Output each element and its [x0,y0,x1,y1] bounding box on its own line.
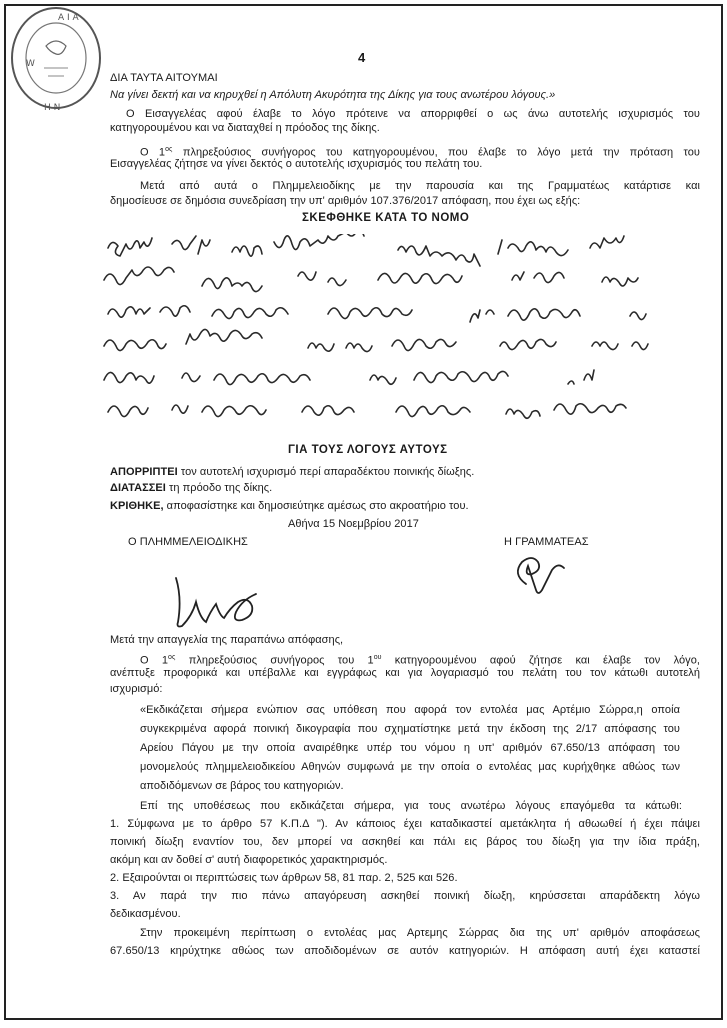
request-text: Να γίνει δεκτή και να κηρυχθεί η Απόλυτη Ακυρότητα της Δίκης για τους ανωτέρου λόγους.» [110,89,556,101]
lawyer-request-line-1: Ο $1^{o\varsigma}$ πληρεξούσιος συνήγορος του $1^{o\upsilon}$ κατηγορουμένου αφού ζήτησε και έλαβε τον λόγο, [140,654,700,667]
prosecutor-line-1: Ο Εισαγγελέας αφού έλαβε το λόγο πρότεινε να απορριφθεί ο ως άνω αυτοτελής ισχυρισμός του [126,108,700,120]
lawyer-request-line-3: ισχυρισμό: [110,683,163,695]
judge-line-2: δημοσίευσε σε δημόσια συνεδρίαση την υπ' αριθμόν 107.376/2017 απόφαση, που έχει ως εξής: [110,195,581,207]
judge-signature-label: Ο ΠΛΗΜΜΕΛΕΙΟΔΙΚΗΣ [128,536,248,548]
article-point-1c: ακόμη και αν δοθεί σ' αυτή διαφορετικός χαρακτηρισμός. [110,854,388,866]
article-point-3b: δεδικασμένου. [110,908,181,920]
reasons-heading: ΓΙΑ ΤΟΥΣ ΛΟΓΟΥΣ ΑΥΤΟΥΣ [288,444,448,456]
claim-line-1: «Εκδικάζεται σήμερα ενώπιον σας υπόθεση που αφορά τον εντολέα μας Αρτέμιο Σώρρα,η οποία [140,704,680,716]
claim-line-3: Αρείου Πάγου με την οποία αναιρέθηκε υπέρ του νόμου η υπ' αριθμόν 67.650/13 απόφαση του [140,742,680,754]
article-point-1b: ποινική δίωξη εναντίον του, δεν μπορεί να ασκηθεί και πάλι εις βάρος του δίωξη για την ίδια πράξη, [110,836,700,848]
decision-date: Αθήνα 15 Νοεμβρίου 2017 [288,518,419,530]
considered-heading: ΣΚΕΦΘΗΚΕ ΚΑΤΑ ΤΟ ΝΟΜΟ [302,212,470,224]
claim-line-2: συγκεκριμένα αφορά ποινική δικογραφία που σχηματίστηκε μετά την έκδοση της 2/17 απόφασης του [140,723,680,735]
document-page [4,4,723,1020]
stamp-text-left: W [26,59,35,69]
lawyer-line-1: Ο $1^{o\varsigma}$ πληρεξούσιος συνήγορος του κατηγορουμένου, που έλαβε το λόγο μετά την πρόταση του [140,146,700,159]
claim-line-5: αποδιδόμενων σε βάρος του κατηγοριών. [140,780,344,792]
stamp-text-top: Α Ι Α [58,13,79,23]
claim-intro: Επί της υποθέσεως που εκδικάζεται σήμερα, για τους ανωτέρω λόγους επαγόμεθα τα κάτωθι: [140,800,682,812]
case-line-2: 67.650/13 κηρύχτηκε αθώος των αποδιδομένων σε αυτόν κατηγοριών. Η απόφαση αυτή έχει καταστεί [110,945,700,957]
article-point-1a: 1. Σύμφωνα με το άρθρο 57 Κ.Π.Δ "). Αν κάποιος έχει καταδικαστεί αμετάκλητα ή αθωωθεί ή έχει πάψει [110,818,700,830]
lawyer-request-line-2: ανέπτυξε προφορικά και υπέβαλλε και εγγράφως και για λογαριασμό του πελάτη του τον κάτωθι αυτοτελή [110,667,700,679]
clerk-signature-label: Η ΓΡΑΜΜΑΤΕΑΣ [504,536,589,548]
decision-reject: ΑΠΟΡΡΙΠΤΕΙ τον αυτοτελή ισχυρισμό περί απαραδέκτου ποινικής δίωξης. [110,466,475,478]
judge-line-1: Μετά από αυτά ο Πλημμελειοδίκης με την παρουσία και της Γραμματέως κατάρτισε και [140,180,700,192]
decision-judged: ΚΡΙΘΗΚΕ, αποφασίστηκε και δημοσιεύτηκε αμέσως στο ακροατήριο του. [110,500,469,512]
handwritten-reasoning [102,234,682,434]
request-heading: ΔΙΑ ΤΑΥΤΑ ΑΙΤΟΥΜΑΙ [110,72,218,84]
lawyer-line-2: Εισαγγελέας ζήτησε να γίνει δεκτός ο αυτοτελής ισχυρισμός του πελάτη του. [110,158,483,170]
prosecutor-line-2: κατηγορουμένου και να διαταχθεί η πρόοδος της δίκης. [110,122,380,134]
judge-signature-icon [166,566,296,636]
after-announcement: Μετά την απαγγελία της παραπάνω απόφασης, [110,634,344,646]
page-number: 4 [358,50,366,65]
clerk-signature-icon [496,546,586,596]
stamp-text-bottom: Η Ν [44,103,61,113]
claim-line-4: μονομελούς πλημμελειοδικείου Αθηνών συμφωνά με την οποία ο εντολέας μας κυρήχθηκε αθώος των [140,761,680,773]
official-stamp-icon [8,6,108,116]
decision-order: ΔΙΑΤΑΣΣΕΙ τη πρόοδο της δίκης. [110,482,273,494]
case-line-1: Στην προκειμένη περίπτωση ο εντολέας μας Αρτεμης Σώρρας δια της υπ' αριθμόν αποφάσεως [140,927,700,939]
article-point-3a: 3. Αν παρά την πιο πάνω απαγόρευση ασκηθεί ποινική δίωξη, κηρύσσεται απαράδεκτη λόγω [110,890,700,902]
article-point-2: 2. Εξαιρούνται οι περιπτώσεις των άρθρων 58, 81 παρ. 2, 525 και 526. [110,872,458,884]
